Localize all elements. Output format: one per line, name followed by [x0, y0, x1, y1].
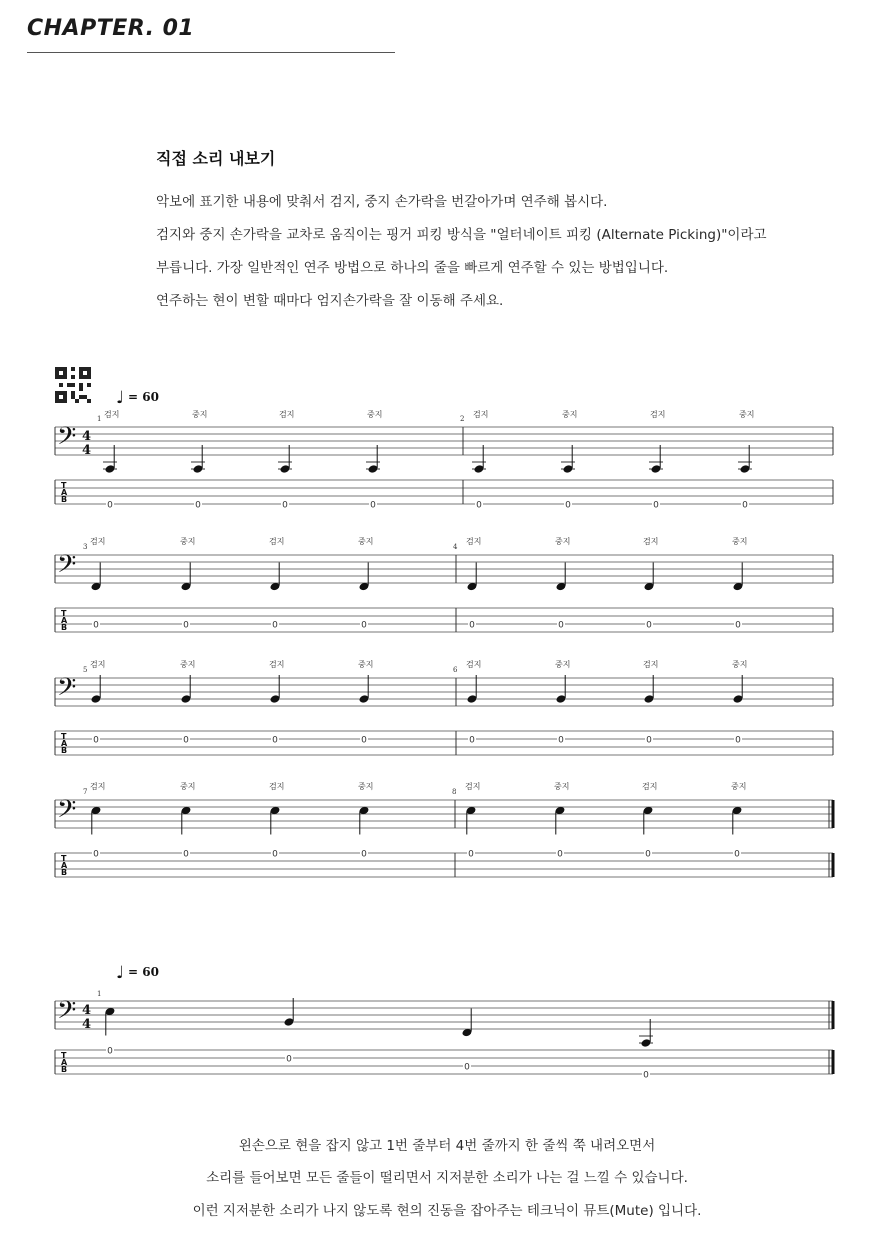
footer-line-1: 왼손으로 현을 잡지 않고 1번 줄부터 4번 줄까지 한 줄씩 쭉 내려오면서 [238, 1138, 656, 1154]
tab-fret-number: 0 [361, 849, 367, 860]
finger-label: 검지 [104, 410, 120, 419]
tab-fret-number: 0 [286, 1054, 292, 1065]
measure-number: 6 [453, 666, 458, 674]
tab-label: B [61, 868, 68, 877]
tab-label: T [61, 854, 67, 863]
finger-label: 중지 [732, 537, 748, 546]
tab-fret-number: 0 [272, 620, 278, 631]
tab-fret-number: 0 [645, 849, 651, 860]
finger-label: 중지 [180, 782, 196, 791]
finger-label: 중지 [732, 660, 748, 669]
tab-fret-number: 0 [183, 735, 189, 746]
finger-label: 중지 [731, 782, 747, 791]
tab-fret-number: 0 [282, 500, 288, 511]
tab-label: A [61, 488, 68, 497]
measure-number: 7 [83, 788, 88, 796]
finger-label: 검지 [465, 782, 481, 791]
time-signature-bottom: 4 [82, 443, 92, 458]
tab-label: A [61, 1058, 68, 1067]
tab-label: A [61, 616, 68, 625]
tab-fret-number: 0 [468, 849, 474, 860]
finger-label: 중지 [739, 410, 755, 419]
finger-label: 검지 [269, 782, 285, 791]
finger-label: 중지 [555, 660, 571, 669]
bass-clef-icon: 𝄢 [57, 422, 77, 457]
time-signature-top: 4 [82, 1003, 92, 1018]
tab-fret-number: 0 [476, 500, 482, 511]
finger-label: 중지 [367, 410, 383, 419]
finger-label: 검지 [466, 537, 482, 546]
tab-label: A [61, 861, 68, 870]
finger-label: 중지 [554, 782, 570, 791]
footer-line-3: 이런 지저분한 소리가 나지 않도록 현의 진동을 잡아주는 테크닉이 뮤트(Mute) 입니다. [192, 1203, 702, 1219]
tab-fret-number: 0 [107, 1046, 113, 1057]
tab-label: B [61, 746, 68, 755]
tab-fret-number: 0 [370, 500, 376, 511]
finger-label: 검지 [473, 410, 489, 419]
tab-fret-number: 0 [469, 735, 475, 746]
measure-number: 2 [460, 415, 465, 423]
tempo-value: = 60 [128, 965, 159, 979]
finger-label: 검지 [269, 660, 285, 669]
finger-label: 중지 [358, 537, 374, 546]
tempo-value: = 60 [128, 390, 159, 404]
finger-label: 검지 [269, 537, 285, 546]
tab-fret-number: 0 [469, 620, 475, 631]
tab-label: T [61, 732, 67, 741]
finger-label: 중지 [358, 782, 374, 791]
footer-line-2: 소리를 들어보면 모든 줄들이 떨리면서 지저분한 소리가 나는 걸 느낄 수 있습니다. [206, 1170, 688, 1186]
finger-label: 검지 [90, 537, 106, 546]
tab-fret-number: 0 [93, 735, 99, 746]
tab-fret-number: 0 [646, 620, 652, 631]
section-title: 직접 소리 내보기 [156, 149, 276, 168]
finger-label: 검지 [643, 537, 659, 546]
chapter-heading: CHAPTER. 01 [27, 16, 195, 41]
finger-label: 중지 [180, 660, 196, 669]
tab-fret-number: 0 [565, 500, 571, 511]
tab-fret-number: 0 [183, 620, 189, 631]
bass-clef-icon: 𝄢 [57, 673, 77, 708]
finger-label: 중지 [358, 660, 374, 669]
tab-fret-number: 0 [93, 620, 99, 631]
time-signature-top: 4 [82, 429, 92, 444]
finger-label: 검지 [642, 782, 658, 791]
tab-fret-number: 0 [195, 500, 201, 511]
tab-fret-number: 0 [557, 849, 563, 860]
tab-label: T [61, 1051, 67, 1060]
finger-label: 중지 [562, 410, 578, 419]
measure-number: 5 [83, 666, 88, 674]
tab-fret-number: 0 [558, 620, 564, 631]
tab-label: B [61, 495, 68, 504]
tab-fret-number: 0 [735, 620, 741, 631]
tab-fret-number: 0 [646, 735, 652, 746]
tab-fret-number: 0 [183, 849, 189, 860]
bass-clef-icon: 𝄢 [57, 550, 77, 585]
finger-label: 검지 [643, 660, 659, 669]
tab-fret-number: 0 [734, 849, 740, 860]
tab-fret-number: 0 [361, 735, 367, 746]
finger-label: 중지 [180, 537, 196, 546]
quarter-note-icon: ♩ [116, 963, 125, 983]
tab-label: A [61, 739, 68, 748]
finger-label: 검지 [90, 782, 106, 791]
tab-label: T [61, 481, 67, 490]
tab-fret-number: 0 [361, 620, 367, 631]
finger-label: 검지 [466, 660, 482, 669]
tab-label: B [61, 623, 68, 632]
tab-label: B [61, 1065, 68, 1074]
tab-label: T [61, 609, 67, 618]
measure-number: 1 [97, 415, 102, 423]
tab-fret-number: 0 [735, 735, 741, 746]
time-signature-bottom: 4 [82, 1017, 92, 1032]
quarter-note-icon: ♩ [116, 388, 125, 408]
paragraph-line-2: 검지와 중지 손가락을 교차로 움직이는 핑거 피킹 방식을 "얼터네이트 피킹 (Alternate Picking)"이라고 [156, 227, 767, 243]
finger-label: 검지 [279, 410, 295, 419]
measure-number: 3 [83, 543, 88, 551]
tab-fret-number: 0 [643, 1070, 649, 1081]
measure-number: 1 [97, 990, 102, 998]
tab-fret-number: 0 [558, 735, 564, 746]
bass-clef-icon: 𝄢 [57, 795, 77, 830]
finger-label: 검지 [650, 410, 666, 419]
finger-label: 검지 [90, 660, 106, 669]
measure-number: 4 [453, 543, 458, 551]
measure-number: 8 [452, 788, 457, 796]
paragraph-line-3: 부릅니다. 가장 일반적인 연주 방법으로 하나의 줄을 빠르게 연주할 수 있는 방법입니다. [156, 260, 669, 276]
tab-fret-number: 0 [653, 500, 659, 511]
tab-fret-number: 0 [93, 849, 99, 860]
finger-label: 중지 [555, 537, 571, 546]
tab-fret-number: 0 [272, 735, 278, 746]
tab-fret-number: 0 [107, 500, 113, 511]
paragraph-line-1: 악보에 표기한 내용에 맞춰서 검지, 중지 손가락을 번갈아가며 연주해 봅시다. [156, 194, 608, 210]
bass-clef-icon: 𝄢 [57, 996, 77, 1031]
paragraph-line-4: 연주하는 현이 변할 때마다 엄지손가락을 잘 이동해 주세요. [156, 293, 504, 309]
tab-fret-number: 0 [742, 500, 748, 511]
tab-fret-number: 0 [464, 1062, 470, 1073]
finger-label: 중지 [192, 410, 208, 419]
tab-fret-number: 0 [272, 849, 278, 860]
